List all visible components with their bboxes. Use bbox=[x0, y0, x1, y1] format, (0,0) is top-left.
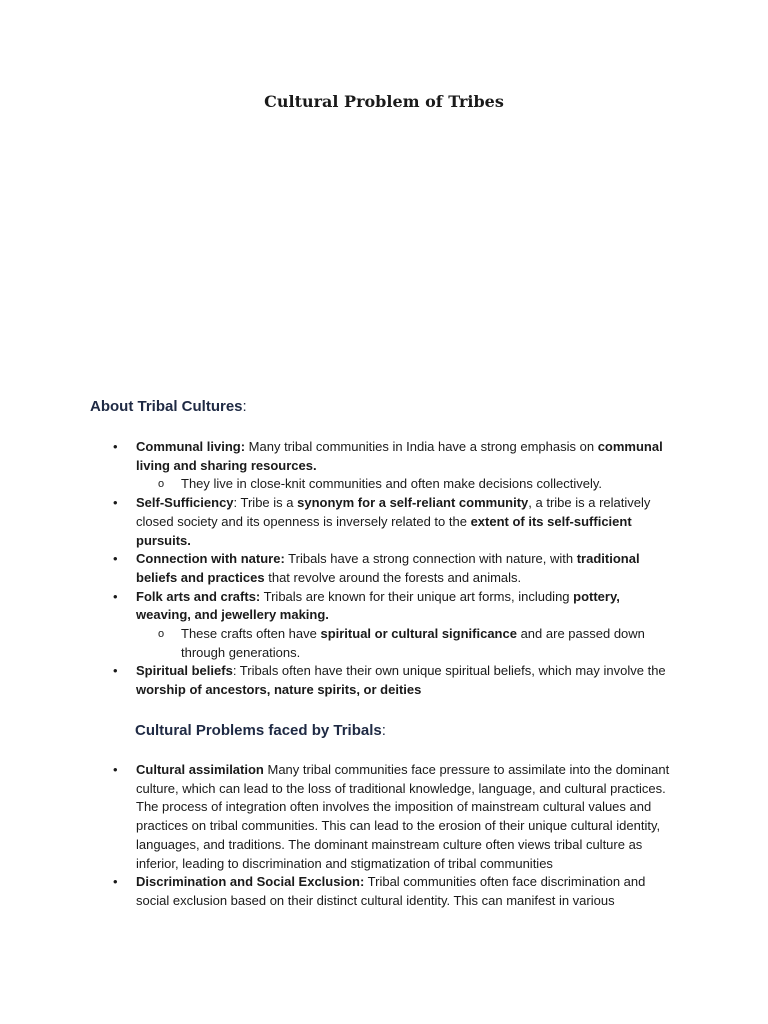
body-text: Tribal communities often face discrimination and social exclusion based on their distinct cultural identity. This can manifest in various bbox=[136, 874, 646, 908]
sub-list-item-text bbox=[181, 476, 602, 491]
body-text: : Tribe is a bbox=[233, 495, 298, 511]
bullet-icon: • bbox=[113, 439, 118, 454]
bold-text: Self-Sufficiency bbox=[136, 495, 234, 511]
bullet-icon: • bbox=[113, 762, 118, 777]
bold-text: communal living and sharing resources. bbox=[136, 439, 663, 473]
list-item-text bbox=[136, 874, 645, 908]
body-text: Tribals are known for their unique art forms, including bbox=[260, 588, 574, 604]
bullet-icon: • bbox=[113, 551, 118, 567]
body-text: that revolve around the forests and animals. bbox=[264, 569, 522, 585]
body-text: : Tribals often have their own unique spiritual beliefs, which may involve the bbox=[232, 663, 666, 679]
body-text: and are passed down through generations. bbox=[181, 626, 645, 660]
body-text: These crafts often have bbox=[181, 626, 321, 642]
cultural-problems-heading bbox=[135, 722, 386, 739]
heading-text: About Tribal Cultures bbox=[90, 398, 243, 415]
bold-text: extent of its self-sufficient pursuits. bbox=[136, 513, 632, 548]
sub-list bbox=[136, 475, 676, 494]
list-item-text bbox=[136, 551, 640, 585]
list-item-text bbox=[136, 439, 663, 473]
bold-text: Folk arts and crafts: bbox=[136, 588, 261, 604]
body-text: Tribals have a strong connection with nature, with bbox=[284, 551, 577, 567]
bold-text: Cultural assimilation bbox=[136, 762, 264, 777]
about-list bbox=[0, 438, 676, 700]
bullet-icon: • bbox=[113, 495, 118, 511]
list-item bbox=[0, 588, 676, 663]
list-item bbox=[0, 494, 676, 550]
bold-text: traditional beliefs and practices bbox=[136, 551, 640, 585]
bold-text: Spiritual beliefs bbox=[136, 663, 233, 679]
body-text: Many tribal communities face pressure to assimilate into the dominant culture, which can lead to the loss of traditional knowledge, language, and cultural practices. The process of integration often involves the imposition of mainstream cultural values and practices on tribal communities. This can lead to the erosion of their unique cultural identity, languages, and traditions. The dominant mainstream culture often views tribal culture as inferior, leading to discrimination and stigmatization of tribal communities bbox=[136, 762, 670, 871]
bold-text: pottery, weaving, and jewellery making. bbox=[136, 588, 620, 623]
list-item bbox=[0, 873, 676, 910]
list-item-text bbox=[136, 495, 650, 547]
body-text: Many tribal communities in India have a strong emphasis on bbox=[245, 439, 598, 454]
circle-bullet-icon: o bbox=[158, 628, 165, 641]
list-item bbox=[0, 550, 676, 587]
list-item-text bbox=[136, 663, 666, 697]
about-tribal-cultures-heading bbox=[90, 398, 247, 415]
list-item-text bbox=[136, 589, 620, 623]
bold-text: spiritual or cultural significance bbox=[320, 626, 517, 642]
list-item bbox=[0, 761, 676, 873]
bold-text: Discrimination and Social Exclusion: bbox=[136, 874, 365, 890]
heading-colon: : bbox=[381, 722, 386, 739]
bold-text: worship of ancestors, nature spirits, or deities bbox=[136, 682, 422, 698]
heading-colon: : bbox=[242, 398, 247, 415]
list-item bbox=[0, 438, 676, 494]
bullet-icon: • bbox=[113, 588, 118, 604]
sub-list-item-text bbox=[181, 626, 645, 660]
page-title: Cultural Problem of Tribes bbox=[264, 92, 504, 111]
heading-text: Cultural Problems faced by Tribals bbox=[135, 722, 382, 739]
circle-bullet-icon: o bbox=[158, 478, 165, 491]
bold-text: Connection with nature: bbox=[136, 551, 285, 567]
list-item bbox=[0, 662, 676, 699]
bold-text: synonym for a self-reliant community bbox=[297, 495, 529, 511]
bold-text: Communal living: bbox=[136, 439, 246, 454]
problems-list bbox=[0, 761, 676, 911]
sub-list-item bbox=[136, 625, 681, 662]
bullet-icon: • bbox=[113, 663, 118, 679]
list-item-text bbox=[136, 762, 669, 871]
sub-list-item bbox=[136, 475, 681, 494]
bullet-icon: • bbox=[113, 874, 118, 890]
sub-list bbox=[136, 625, 676, 662]
body-text: , a tribe is a relatively closed society and its openness is inversely related to the bbox=[136, 495, 651, 529]
body-text: They live in close-knit communities and often make decisions collectively. bbox=[181, 476, 602, 492]
